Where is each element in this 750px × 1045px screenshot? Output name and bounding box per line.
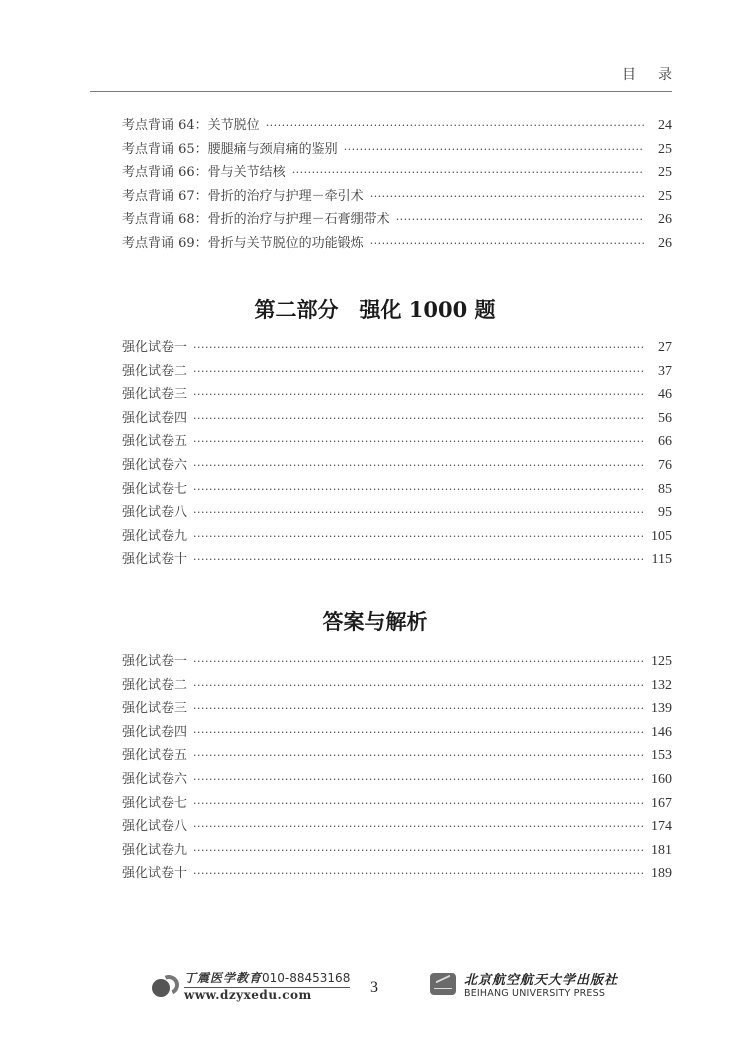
toc-entry[interactable]	[122, 862, 672, 886]
toc-entry-label: 强化试卷九	[122, 528, 188, 544]
toc-entry-page: 160	[651, 771, 672, 787]
toc-entry-page: 27	[658, 340, 672, 355]
leader-dots	[266, 119, 644, 132]
leader-dots	[370, 237, 644, 250]
beihang-press-logo	[430, 969, 618, 999]
leader-dots	[193, 483, 644, 496]
toc-entry-label: 强化试卷三	[122, 701, 188, 717]
toc-entry-label: 强化试卷十	[122, 866, 188, 882]
toc-entry-label: 强化试卷六	[122, 457, 188, 473]
section-title-answers: 答案与解析	[322, 609, 428, 634]
toc-entry[interactable]	[122, 501, 672, 525]
toc-entry-label: 考点背诵 66：骨与关节结核	[122, 165, 286, 181]
beihang-press-logo-icon	[430, 973, 456, 995]
toc-entry-label: 强化试卷五	[122, 434, 188, 450]
dzyxedu-logo-icon	[150, 973, 180, 999]
toc-entry[interactable]	[122, 674, 672, 698]
toc-entry-page: 153	[651, 748, 672, 764]
toc-entry[interactable]	[122, 525, 672, 549]
toc-entry[interactable]	[122, 650, 672, 674]
toc-entry[interactable]	[122, 548, 672, 572]
beihang-press-name-en: BEIHANG UNIVERSITY PRESS	[464, 988, 606, 999]
toc-entry-page: 46	[658, 387, 672, 403]
leader-dots	[193, 726, 644, 739]
toc-entry-label: 强化试卷十	[122, 552, 188, 568]
leader-dots	[193, 530, 644, 543]
leader-dots	[370, 190, 644, 203]
leader-dots	[193, 553, 644, 566]
toc-entry-label: 强化试卷二	[122, 363, 188, 379]
leader-dots	[193, 412, 644, 425]
toc-entry[interactable]	[122, 208, 672, 232]
toc-entry-page: 25	[658, 141, 672, 157]
toc-entry-page: 66	[658, 434, 672, 450]
toc-entry-page: 105	[651, 528, 672, 544]
leader-dots	[193, 844, 644, 857]
toc-entry-label: 强化试卷一	[122, 340, 188, 355]
toc-entry-page: 125	[651, 654, 672, 669]
header-title: 目录	[622, 67, 694, 83]
toc-entry-page: 189	[651, 866, 672, 882]
toc-entry-label: 强化试卷八	[122, 819, 188, 835]
page-footer	[0, 965, 750, 1005]
toc-entry[interactable]	[122, 407, 672, 431]
toc-entry-page: 56	[658, 410, 672, 426]
toc-entry[interactable]	[122, 232, 672, 256]
toc-entry-page: 25	[658, 188, 672, 204]
leader-dots	[292, 166, 644, 179]
toc-entry-page: 167	[651, 795, 672, 811]
toc-entry-label: 强化试卷九	[122, 842, 188, 858]
toc-entry-label: 强化试卷七	[122, 481, 188, 497]
leader-dots	[344, 143, 644, 156]
leader-dots	[193, 388, 644, 401]
dzyxedu-phone: 010-88453168	[262, 971, 351, 985]
toc-entry-page: 76	[658, 457, 672, 473]
toc-entry-page: 95	[658, 505, 672, 521]
toc-entry-page: 139	[651, 701, 672, 717]
toc-answers	[122, 650, 672, 886]
toc-entry-page: 26	[658, 212, 672, 228]
dzyxedu-brand: 丁震医学教育	[184, 971, 263, 985]
toc-entry-label: 强化试卷一	[122, 654, 188, 669]
leader-dots	[193, 773, 644, 786]
toc-entry[interactable]	[122, 114, 672, 138]
toc-entry-page: 146	[651, 724, 672, 740]
toc-entry-page: 37	[658, 363, 672, 379]
toc-entry[interactable]	[122, 721, 672, 745]
toc-entry-label: 强化试卷五	[122, 748, 188, 764]
leader-dots	[193, 341, 644, 354]
toc-entry-page: 132	[651, 677, 672, 693]
page-number: 3	[370, 979, 378, 996]
toc-entry[interactable]	[122, 478, 672, 502]
toc-entry-label: 考点背诵 67：骨折的治疗与护理－牵引术	[122, 188, 364, 204]
page-header	[90, 60, 694, 92]
leader-dots	[193, 655, 644, 668]
leader-dots	[193, 867, 644, 880]
dzyxedu-url: www.dzyxedu.com	[184, 988, 312, 1002]
toc-entry[interactable]	[122, 161, 672, 185]
leader-dots	[396, 213, 644, 226]
toc-entry-page: 115	[651, 552, 672, 568]
toc-entry-page: 181	[651, 842, 672, 858]
toc-entry[interactable]	[122, 360, 672, 384]
toc-entry-label: 强化试卷六	[122, 771, 188, 787]
toc-entry[interactable]	[122, 454, 672, 478]
leader-dots	[193, 506, 644, 519]
toc-entry-label: 强化试卷四	[122, 724, 188, 740]
toc-entry[interactable]	[122, 744, 672, 768]
beihang-press-name-cn: 北京航空航天大学出版社	[464, 973, 619, 988]
toc-entry-label: 考点背诵 68：骨折的治疗与护理－石膏绷带术	[122, 212, 390, 228]
toc-entry[interactable]	[122, 430, 672, 454]
leader-dots	[193, 365, 644, 378]
toc-entry-label: 考点背诵 69：骨折与关节脱位的功能锻炼	[122, 235, 364, 251]
toc-entry[interactable]	[122, 138, 672, 162]
toc-entry-label: 强化试卷四	[122, 410, 188, 426]
toc-entry-page: 85	[658, 481, 672, 497]
toc-entry[interactable]	[122, 697, 672, 721]
toc-entry[interactable]	[122, 839, 672, 863]
toc-part1-tail	[122, 114, 672, 256]
section-title-part2: 第二部分 强化 1000 题	[254, 297, 496, 322]
toc-entry[interactable]	[122, 185, 672, 209]
toc-entry-page: 24	[658, 118, 672, 133]
toc-entry[interactable]	[122, 792, 672, 816]
toc-entry-label: 强化试卷八	[122, 505, 188, 521]
toc-entry-label: 强化试卷二	[122, 677, 188, 693]
toc-entry-page: 26	[658, 235, 672, 251]
dzyxedu-logo	[150, 969, 350, 1002]
toc-entry-label: 强化试卷七	[122, 795, 188, 811]
leader-dots	[193, 702, 644, 715]
toc-entry[interactable]	[122, 336, 672, 360]
toc-entry[interactable]	[122, 768, 672, 792]
toc-entry-label: 强化试卷三	[122, 387, 188, 403]
leader-dots	[193, 435, 644, 448]
leader-dots	[193, 820, 644, 833]
toc-entry-label: 考点背诵 65：腰腿痛与颈肩痛的鉴别	[122, 141, 338, 157]
leader-dots	[193, 679, 644, 692]
leader-dots	[193, 797, 644, 810]
toc-entry-label: 考点背诵 64：关节脱位	[122, 118, 260, 133]
leader-dots	[193, 459, 644, 472]
toc-entry-page: 25	[658, 165, 672, 181]
leader-dots	[193, 749, 644, 762]
toc-entry[interactable]	[122, 815, 672, 839]
toc-entry[interactable]	[122, 383, 672, 407]
toc-entry-page: 174	[651, 819, 672, 835]
toc-part2	[122, 336, 672, 572]
